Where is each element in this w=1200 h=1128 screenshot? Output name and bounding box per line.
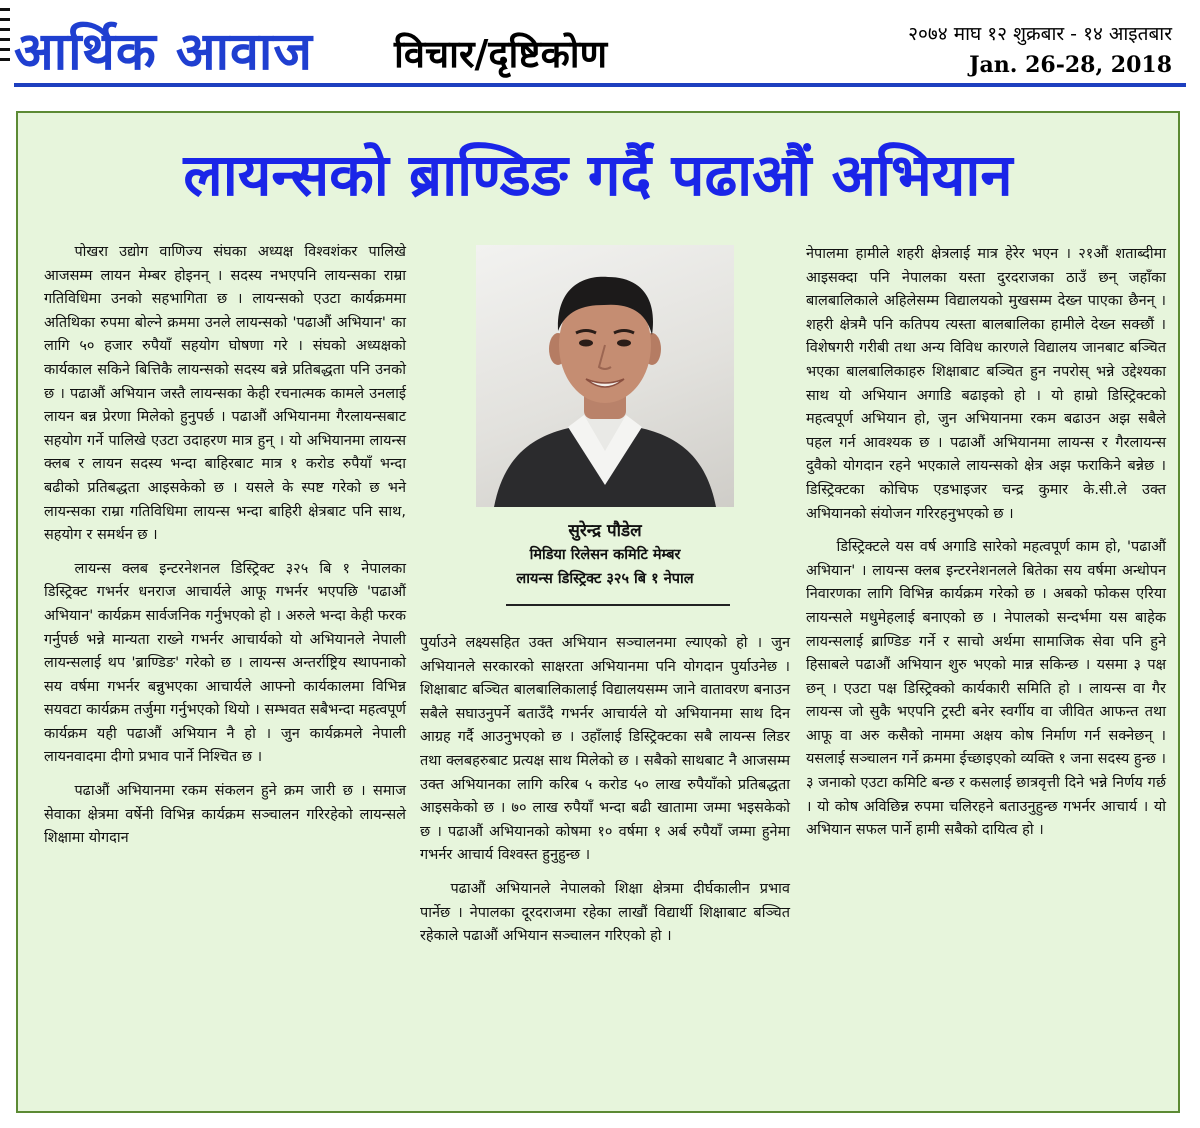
paragraph: डिस्ट्रिक्टले यस वर्ष अगाडि सारेको महत्वपूर्ण काम हो, 'पढाऔं अभियान' । लायन्स क्लब इन्टरनेशनलले बितेका सय वर्षमा अन्धोपन निवारणका लागि विभिन्न कार्यक्रम गरेको छ । अबको फोकस एरिया लायन्सले मधुमेहलाई बनाएको छ । नेपालको सन्दर्भमा यस बाहेक लायन्सलाई ब्राण्डिङ गर्ने र साचो अर्थमा सामाजिक सेवा पनि हुने हिसाबले पढाऔं अभियान शुरु भएको मान्न सकिन्छ । यसमा ३ पक्ष छन् । एउटा पक्ष डिस्ट्रिक्को कार्यकारी समिति हो । लायन्स वा गैर लायन्स जो सुकै भएपनि ट्रस्टी बनेर स्वर्गीय वा जीवित आफन्त तथा आफू वा अरु कसैको नाममा अक्षय कोष निर्माण गर्न सक्नेछन् । यसलाई सञ्चालन गर्ने क्रममा ईच्छाइएको व्यक्ति १ जना सदस्य हुन्छ । ३ जनाको एउटा कमिटि बन्छ र कसलाई छात्रवृत्ती दिने भन्ने निर्णय गर्छ । यो कोष अविछिन्न रुपमा चलिरहने बताउनुहुन्छ गभर्नर आचार्य । यो अभियान सफल पार्ने हामी सबैको दायित्व हो । (806, 539, 1166, 839)
masthead-title: आर्थिक आवाज (14, 22, 313, 82)
article-column-2 (420, 632, 790, 959)
article-box (16, 111, 1180, 1113)
article-column-3 (806, 243, 1166, 853)
paragraph: लायन्स क्लब इन्टरनेशनल डिस्ट्रिक्ट ३२५ बि १ नेपालका डिस्ट्रिक्ट गभर्नर धनराज आचार्यले आफू गभर्नर भएपछि 'पढाऔं अभियान' कार्यक्रम सार्वजनिक गर्नुभएको हो । अरुले भन्दा केही फरक गर्नुपर्छ भन्ने मान्यता राख्ने गभर्नर आचार्यको यो अभियानले नेपाली लायन्सलाई थप 'ब्राण्डिङ' गरेको छ । लायन्स अन्तर्राष्ट्रिय स्थापनाको सय वर्षमा गभर्नर बन्नुभएका आचार्यले आफ्नो कार्यकालमा विभिन्न सयवटा कार्यक्रम तर्जुमा गर्नुभएको थियो । सम्भवत सबैभन्दा महत्वपूर्ण कार्यक्रम यही पढाऔं अभियान नै हो । जुन कार्यक्रमले नेपाली लायनवादमा दीगो प्रभाव पार्ने निश्चित छ । (44, 560, 406, 766)
paragraph: पढाऔं अभियानले नेपालको शिक्षा क्षेत्रमा दीर्घकालीन प्रभाव पार्नेछ । नेपालका दूरदराजमा रहेका लाखौं विद्यार्थी शिक्षाबाट बञ्चित रहेकाले पढाऔं अभियान सञ्चालन गरिएको हो । (420, 880, 790, 945)
author-photo (476, 245, 734, 507)
article-column-1 (44, 241, 406, 861)
paragraph: पुर्याउने लक्ष्यसहित उक्त अभियान सञ्चालनमा ल्याएको हो । जुन अभियानले सरकारको साक्षरता अभियानमा पनि योगदान पुर्याउनेछ । शिक्षाबाट बञ्चित बालबालिकालाई विद्यालयसम्म जाने वातावरण बनाउन सबैले सघाउनुपर्ने बताउँदै गभर्नर आचार्यले यो अभियानमा साथ दिन आग्रह गर्दै आउनुभएको छ । उहाँलाई डिस्ट्रिक्टका सबै लायन्स लिडर तथा क्लबहरुबाट प्रत्यक्ष साथ मिलेको छ । सबैको साथबाट नै आजसम्म उक्त अभियानका लागि करिब ५ करोड ५० लाख रुपैयाँको प्रतिबद्धता आइसकेको छ । ७० लाख रुपैयाँ भन्दा बढी खातामा जम्मा भइसकेको छ । पढाऔं अभियानको कोषमा १० वर्षमा १ अर्ब रुपैयाँ जम्मा हुनेमा गभर्नर आचार्य विश्वस्त हुनुहुन्छ । (420, 635, 790, 864)
article-headline: लायन्सको ब्राण्डिङ गर्दै पढाऔं अभियान (183, 141, 1013, 209)
paragraph: पोखरा उद्योग वाणिज्य संघका अध्यक्ष विश्वशंकर पालिखे आजसम्म लायन मेम्बर होइनन् । सदस्य नभएपनि लायन्सका राम्रा गतिविधिमा उनको सहभागिता छ । लायन्सको एउटा कार्यक्रममा अतिथिका रुपमा बोल्ने क्रममा उनले लायन्सको 'पढाऔं अभियान' का लागि ५० हजार रुपैयाँ सहयोग घोषणा गरे । संघको अध्यक्षको कार्यकाल सकिने बित्तिकै लायन्सको सदस्य बन्ने प्रतिबद्धता पनि उनको छ । पढाऔं अभियान जस्तै लायन्सका केही रचनात्मक कामले उनलाई लायन बन्न प्रेरणा मिलेको हुनुपर्छ । पढाऔं अभियानमा गैरलायन्सबाट सहयोग गर्ने पालिखे एउटा उदाहरण मात्र हुन् । यो अभियानमा लायन्स क्लब र लायन सदस्य भन्दा बाहिरबाट मात्र १ करोड रुपैयाँ भन्दा बढीको प्रतिबद्धता आइसकेको छ । यसले के स्पष्ट गरेको छ भने लायन्सका राम्रा गतिविधिमा लायन्स भन्दा बाहिरी क्षेत्रबाट पनि साथ, सहयोग र समर्थन छ । (44, 244, 406, 544)
caption-rule (506, 604, 730, 606)
photo-caption-district: लायन्स डिस्ट्रिक्ट ३२५ बि १ नेपाल (516, 571, 694, 587)
photo-caption-name: सुरेन्द्र पौडेल (568, 521, 642, 541)
masthead-marks (0, 8, 12, 78)
date-nepali: २०७४ माघ १२ शुक्रबार - १४ आइतबार (908, 23, 1172, 45)
photo-caption-role: मिडिया रिलेसन कमिटि मेम्बर (529, 547, 681, 563)
date-english: Jan. 26-28, 2018 (969, 52, 1172, 78)
portrait-image (476, 245, 734, 507)
paragraph: पढाऔं अभियानमा रकम संकलन हुने क्रम जारी छ । समाज सेवाका क्षेत्रमा वर्षेनी विभिन्न कार्यक्रम सञ्चालन गरिरहेको लायन्सले शिक्षामा योगदान (44, 783, 406, 847)
section-label: विचार/दृष्टिकोण (394, 32, 608, 76)
paragraph: नेपालमा हामीले शहरी क्षेत्रलाई मात्र हेरेर भएन । २१औं शताब्दीमा आइसक्दा पनि नेपालका यस्ता दुरदराजका ठाउँ छन् जहाँका बालबालिकाले अहिलेसम्म विद्यालयको मुखसम्म देख्न पाएका छैनन् । शहरी क्षेत्रमै पनि कतिपय त्यस्ता बालबालिका हामीले देख्न सक्छौं । विशेषगरी गरीबी तथा अन्य विविध कारणले विद्यालय जानबाट बञ्चित भएका बालबालिकाहरु शिक्षाबाट बञ्चित हुन नपरोस् भन्ने उद्देश्यका साथ यो अभियान अगाडि बढाइको हो । यो हाम्रो डिस्ट्रिक्टको महत्वपूर्ण अभियान हो, जुन अभियानमा रकम बढाउन अझ सबैले पहल गर्न आवश्यक छ । पढाऔं अभियानमा लायन्स र गैरलायन्स दुवैको योगदान रहने भएकाले लायन्सको क्षेत्र अझ फराकिने बन्नेछ । डिस्ट्रिक्टका कोचिफ एडभाइजर चन्द्र कुमार के.सी.ले उक्त अभियानको संयोजन गरिरहनुभएको छ । (806, 246, 1166, 522)
header-rule (14, 83, 1186, 87)
